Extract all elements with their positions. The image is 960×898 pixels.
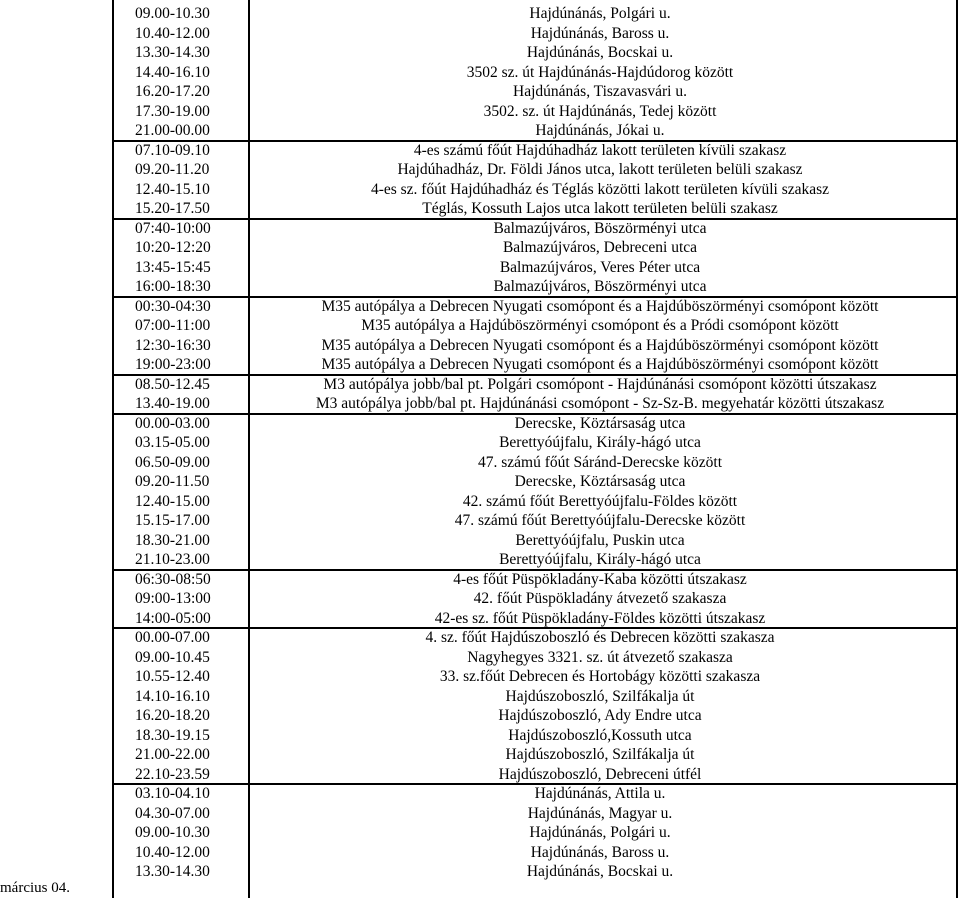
location-cell: Hajdúnánás, Bocskai u. — [526, 44, 674, 61]
time-cell: 00.00-07.00 — [135, 629, 210, 646]
table-row — [0, 843, 960, 863]
location-cell: Balmazújváros, Debreceni utca — [502, 239, 698, 256]
table-row — [0, 804, 960, 824]
table-row — [0, 433, 960, 453]
time-cell: 03.15-05.00 — [135, 434, 210, 451]
table-row — [0, 453, 960, 473]
location-cell: Hajdúnánás, Tiszavasvári u. — [513, 83, 687, 100]
time-cell: 14.10-16.10 — [135, 687, 210, 705]
time-cell: 13.30-14.30 — [135, 863, 210, 880]
location-cell: M35 autópálya a Debrecen Nyugati csomópont és a Hajdúböszörményi csomópont között — [321, 356, 879, 373]
location-cell: Hajdúszoboszló, Szilfákalja út — [505, 746, 695, 763]
time-cell: 12.40-15.00 — [135, 492, 210, 510]
time-cell: 09.00-10.30 — [135, 5, 210, 22]
location-cell: 3502. sz. út Hajdúnánás, Tedej között — [483, 102, 717, 120]
location-cell: 47. számú főút Sáránd-Derecske között — [477, 453, 723, 471]
table-row — [0, 199, 960, 219]
location-cell: Berettyóújfalu, Király-hágó utca — [499, 434, 701, 451]
table-row — [0, 24, 960, 44]
table-row — [0, 219, 960, 239]
time-cell: 22.10-23.59 — [135, 765, 210, 783]
location-cell: Balmazújváros, Böszörményi utca — [493, 219, 707, 237]
location-cell: Berettyóújfalu, Puskin utca — [515, 531, 685, 549]
location-cell: Hajdúnánás, Polgári u. — [529, 824, 671, 841]
time-cell: 04.30-07.00 — [135, 804, 210, 822]
time-cell: 21.00-00.00 — [135, 122, 210, 139]
time-cell: 06.50-09.00 — [135, 453, 210, 471]
date-label: március 04. — [0, 880, 70, 896]
location-cell: 4-es számú főút Hajdúhadház lakott területen kívüli szakasz — [413, 141, 787, 159]
location-cell: Hajdúszoboszló,Kossuth utca — [508, 726, 692, 744]
time-cell: 15.15-17.00 — [135, 512, 210, 529]
table-row — [0, 609, 960, 629]
location-cell: 42. számú főút Berettyóújfalu-Földes között — [462, 492, 738, 510]
time-cell: 07.10-09.10 — [135, 141, 210, 159]
time-cell: 00.00-03.00 — [135, 414, 210, 432]
location-cell: Hajdúnánás, Polgári u. — [529, 5, 671, 22]
time-cell: 10:20-12:20 — [135, 239, 211, 256]
table-row — [0, 745, 960, 765]
time-cell: 10.40-12.00 — [135, 843, 210, 861]
time-cell: 09.00-10.30 — [135, 824, 210, 841]
table-row — [0, 511, 960, 531]
table-row — [0, 336, 960, 356]
location-cell: 3502 sz. út Hajdúnánás-Hajdúdorog között — [466, 63, 734, 81]
table-row — [0, 472, 960, 492]
table-row — [0, 355, 960, 375]
location-cell: Hajdúnánás, Baross u. — [530, 24, 670, 42]
table-row — [0, 277, 960, 297]
location-cell: Hajdúszoboszló, Ady Endre utca — [498, 707, 702, 724]
location-cell: M35 autópálya a Debrecen Nyugati csomópont és a Hajdúböszörményi csomópont között — [321, 336, 879, 354]
location-cell: Nagyhegyes 3321. sz. út átvezető szakasza — [467, 648, 733, 666]
time-cell: 14.40-16.10 — [135, 63, 210, 81]
table-row — [0, 628, 960, 648]
table-row — [0, 414, 960, 434]
location-cell: M3 autópálya jobb/bal pt. Hajdúnánási csomópont - Sz-Sz-B. megyehatár közötti útszakasz — [315, 395, 885, 412]
time-cell: 08.50-12.45 — [135, 375, 210, 393]
location-cell: 33. sz.főút Debrecen és Hortobágy közötti szakasza — [439, 668, 761, 685]
time-cell: 21.10-23.00 — [135, 551, 210, 568]
table-row — [0, 375, 960, 395]
location-cell: M35 autópálya a Debrecen Nyugati csomópont és a Hajdúböszörményi csomópont között — [321, 297, 879, 315]
table-row — [0, 570, 960, 590]
time-cell: 10.55-12.40 — [135, 668, 210, 685]
location-cell: Hajdúszoboszló, Debreceni útfél — [498, 765, 702, 783]
table-row — [0, 706, 960, 726]
table-row — [0, 589, 960, 609]
table-row — [0, 141, 960, 161]
time-cell: 17.30-19.00 — [135, 102, 210, 120]
location-cell: M35 autópálya a Hajdúböszörményi csomópont és a Pródi csomópont között — [361, 317, 839, 334]
table-row — [0, 43, 960, 63]
time-cell: 07:00-11:00 — [135, 317, 211, 334]
table-row — [0, 531, 960, 551]
table-row — [0, 102, 960, 122]
table-row — [0, 82, 960, 102]
location-cell: Hajdúnánás, Baross u. — [530, 843, 670, 861]
time-cell: 16.20-18.20 — [135, 707, 210, 724]
time-cell: 00:30-04:30 — [135, 297, 211, 315]
table-row — [0, 784, 960, 804]
location-cell: 4-es sz. főút Hajdúhadház és Téglás közötti lakott területen kívüli szakasz — [370, 180, 830, 198]
table-row — [0, 4, 960, 24]
time-cell: 09.20-11.20 — [135, 161, 210, 178]
time-cell: 16:00-18:30 — [135, 278, 211, 295]
time-cell: 12:30-16:30 — [135, 336, 211, 354]
location-cell: Derecske, Köztársaság utca — [514, 414, 686, 432]
location-cell: Téglás, Kossuth Lajos utca lakott területen belüli szakasz — [422, 200, 778, 217]
time-cell: 21.00-22.00 — [135, 746, 210, 763]
location-cell: Hajdúszoboszló, Szilfákalja út — [505, 687, 695, 705]
time-cell: 18.30-19.15 — [135, 726, 210, 744]
location-cell: 42-es sz. főút Püspökladány-Földes közötti útszakasz — [434, 609, 766, 627]
time-cell: 14:00-05:00 — [135, 609, 211, 627]
time-cell: 03.10-04.10 — [135, 785, 210, 802]
table-row — [0, 862, 960, 882]
table-row — [0, 63, 960, 83]
location-cell: Derecske, Köztársaság utca — [514, 473, 686, 490]
location-cell: Hajdúnánás, Attila u. — [534, 785, 666, 802]
location-cell: Hajdúnánás, Bocskai u. — [526, 863, 674, 880]
location-cell: 42. főút Püspökladány átvezető szakasza — [473, 590, 727, 607]
table-row — [0, 160, 960, 180]
location-cell: Hajdúhadház, Dr. Földi János utca, lakott területen belüli szakasz — [397, 161, 803, 178]
location-cell: M3 autópálya jobb/bal pt. Polgári csomópont - Hajdúnánási csomópont közötti útszakasz — [323, 375, 877, 393]
time-cell: 19:00-23:00 — [135, 356, 211, 373]
location-cell: 47. számú főút Berettyóújfalu-Derecske között — [454, 512, 746, 529]
table-row — [0, 316, 960, 336]
table-row — [0, 121, 960, 141]
time-cell: 12.40-15.10 — [135, 180, 210, 198]
table-row — [0, 394, 960, 414]
table-row — [0, 765, 960, 785]
location-cell: Balmazújváros, Böszörményi utca — [493, 278, 707, 295]
location-cell: Berettyóújfalu, Király-hágó utca — [499, 551, 701, 568]
time-cell: 09.00-10.45 — [135, 648, 210, 666]
table-row — [0, 687, 960, 707]
table-row — [0, 297, 960, 317]
table-row — [0, 238, 960, 258]
table-row — [0, 823, 960, 843]
time-cell: 06:30-08:50 — [135, 570, 211, 588]
location-cell: Hajdúnánás, Jókai u. — [535, 122, 665, 139]
location-cell: 4-es főút Püspökladány-Kaba közötti útszakasz — [453, 570, 747, 588]
location-cell: Hajdúnánás, Magyar u. — [527, 804, 673, 822]
location-cell: 4. sz. főút Hajdúszoboszló és Debrecen közötti szakasza — [425, 629, 775, 646]
time-cell: 16.20-17.20 — [135, 83, 210, 100]
time-cell: 09.20-11.50 — [135, 473, 210, 490]
time-cell: 10.40-12.00 — [135, 24, 210, 42]
location-cell: Balmazújváros, Veres Péter utca — [499, 258, 701, 276]
time-cell: 09:00-13:00 — [135, 590, 211, 607]
time-cell: 13.40-19.00 — [135, 395, 210, 412]
time-cell: 18.30-21.00 — [135, 531, 210, 549]
time-cell: 07:40-10:00 — [135, 219, 211, 237]
time-cell: 15.20-17.50 — [135, 200, 210, 217]
time-cell: 13.30-14.30 — [135, 44, 210, 61]
table-row — [0, 667, 960, 687]
table-row — [0, 492, 960, 512]
table-row — [0, 648, 960, 668]
table-row — [0, 258, 960, 278]
table-row — [0, 180, 960, 200]
time-cell: 13:45-15:45 — [135, 258, 211, 276]
table-row — [0, 726, 960, 746]
table-row — [0, 550, 960, 570]
